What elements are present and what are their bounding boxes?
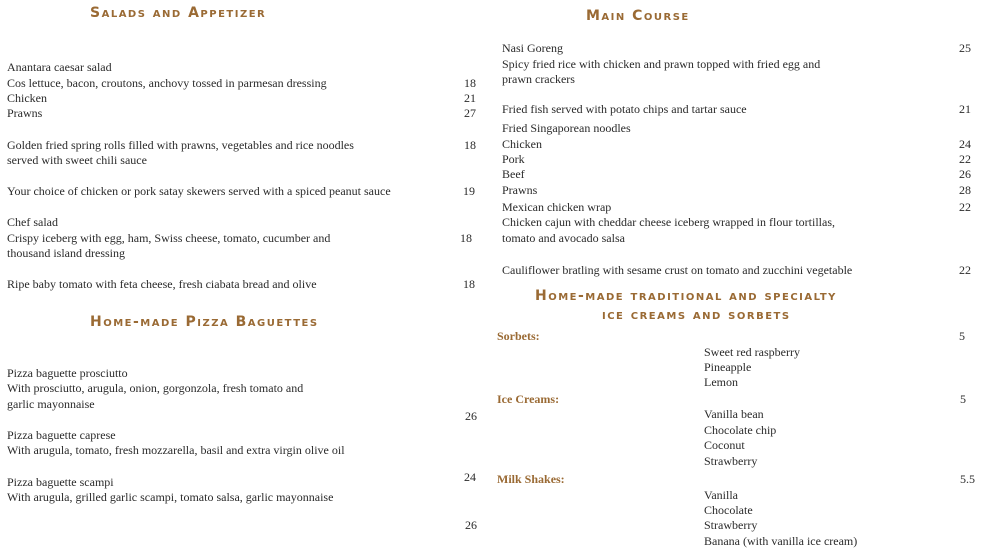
springroll-price: 18 bbox=[464, 138, 476, 152]
wrap-price: 22 bbox=[959, 200, 971, 214]
prosciutto-name: Pizza baguette prosciutto bbox=[7, 366, 128, 380]
noodles-chicken-price: 24 bbox=[959, 137, 971, 151]
desserts-heading-2: ice creams and sorbets bbox=[602, 307, 791, 323]
wrap-name: Mexican chicken wrap bbox=[502, 200, 612, 214]
caesar-prawns: Prawns bbox=[7, 106, 43, 120]
icecream-item: Strawberry bbox=[704, 454, 758, 468]
caesar-prawns-price: 27 bbox=[464, 106, 476, 120]
noodles-beef-price: 26 bbox=[959, 167, 971, 181]
caesar-chicken: Chicken bbox=[7, 91, 47, 105]
caesar-price: 18 bbox=[464, 76, 476, 90]
tomato-desc: Ripe baby tomato with feta cheese, fresh ciabata bread and olive bbox=[7, 277, 317, 291]
desserts-heading-1: Home-made traditional and specialty bbox=[535, 288, 837, 304]
nasi-desc-1: Spicy fried rice with chicken and prawn topped with fried egg and bbox=[502, 57, 821, 71]
shake-item: Vanilla bbox=[704, 488, 738, 502]
cauli-desc: Cauliflower bratling with sesame crust on tomato and zucchini vegetable bbox=[502, 263, 853, 277]
wrap-desc-2: tomato and avocado salsa bbox=[502, 231, 625, 245]
nasi-desc-2: prawn crackers bbox=[502, 72, 575, 86]
satay-price: 19 bbox=[463, 184, 475, 198]
chef-desc-2: thousand island dressing bbox=[7, 246, 125, 260]
noodles-prawns-price: 28 bbox=[959, 183, 971, 197]
icecreams-price: 5 bbox=[960, 392, 966, 406]
sorbets-price: 5 bbox=[959, 329, 965, 343]
shake-item: Strawberry bbox=[704, 518, 758, 532]
noodles-name: Fried Singaporean noodles bbox=[502, 121, 631, 135]
noodles-prawns: Prawns bbox=[502, 183, 538, 197]
noodles-pork-price: 22 bbox=[959, 152, 971, 166]
icecream-item: Coconut bbox=[704, 438, 745, 452]
sorbet-item: Lemon bbox=[704, 375, 738, 389]
tomato-price: 18 bbox=[463, 277, 475, 291]
fish-desc: Fried fish served with potato chips and tartar sauce bbox=[502, 102, 747, 116]
shakes-price: 5.5 bbox=[960, 472, 975, 486]
chef-name: Chef salad bbox=[7, 215, 58, 229]
scampi-price: 26 bbox=[465, 518, 477, 532]
springroll-desc-2: served with sweet chili sauce bbox=[7, 153, 147, 167]
icecreams-label: Ice Creams: bbox=[497, 392, 560, 406]
pizza-heading: Home-made Pizza Baguettes bbox=[90, 314, 319, 330]
prosciutto-price: 26 bbox=[465, 409, 477, 423]
noodles-pork: Pork bbox=[502, 152, 525, 166]
nasi-price: 25 bbox=[959, 41, 971, 55]
satay-desc: Your choice of chicken or pork satay skewers served with a spiced peanut sauce bbox=[7, 184, 391, 198]
prosciutto-desc-1: With prosciutto, arugula, onion, gorgonzola, fresh tomato and bbox=[7, 381, 304, 395]
springroll-desc-1: Golden fried spring rolls filled with prawns, vegetables and rice noodles bbox=[7, 138, 354, 152]
chef-price: 18 bbox=[460, 231, 472, 245]
caesar-name: Anantara caesar salad bbox=[7, 60, 112, 74]
chef-desc-1: Crispy iceberg with egg, ham, Swiss cheese, tomato, cucumber and bbox=[7, 231, 331, 245]
nasi-name: Nasi Goreng bbox=[502, 41, 563, 55]
wrap-desc-1: Chicken cajun with cheddar cheese iceberg wrapped in flour tortillas, bbox=[502, 215, 835, 229]
shakes-label: Milk Shakes: bbox=[497, 472, 565, 486]
prosciutto-desc-2: garlic mayonnaise bbox=[7, 397, 95, 411]
sorbet-item: Pineapple bbox=[704, 360, 752, 374]
caprese-name: Pizza baguette caprese bbox=[7, 428, 116, 442]
sorbet-item: Sweet red raspberry bbox=[704, 345, 800, 359]
noodles-beef: Beef bbox=[502, 167, 525, 181]
shake-item: Chocolate bbox=[704, 503, 753, 517]
caesar-chicken-price: 21 bbox=[464, 91, 476, 105]
caprese-price: 24 bbox=[464, 470, 476, 484]
sorbets-label: Sorbets: bbox=[497, 329, 540, 343]
scampi-name: Pizza baguette scampi bbox=[7, 475, 114, 489]
cauli-price: 22 bbox=[959, 263, 971, 277]
icecream-item: Vanilla bean bbox=[704, 407, 764, 421]
icecream-item: Chocolate chip bbox=[704, 423, 777, 437]
salads-heading: Salads and Appetizer bbox=[90, 5, 267, 21]
caesar-desc: Cos lettuce, bacon, croutons, anchovy tossed in parmesan dressing bbox=[7, 76, 327, 90]
caprese-desc: With arugula, tomato, fresh mozzarella, basil and extra virgin olive oil bbox=[7, 443, 345, 457]
scampi-desc: With arugula, grilled garlic scampi, tomato salsa, garlic mayonnaise bbox=[7, 490, 334, 504]
main-heading: Main Course bbox=[586, 8, 690, 24]
noodles-chicken: Chicken bbox=[502, 137, 542, 151]
fish-price: 21 bbox=[959, 102, 971, 116]
shake-item: Banana (with vanilla ice cream) bbox=[704, 534, 858, 548]
